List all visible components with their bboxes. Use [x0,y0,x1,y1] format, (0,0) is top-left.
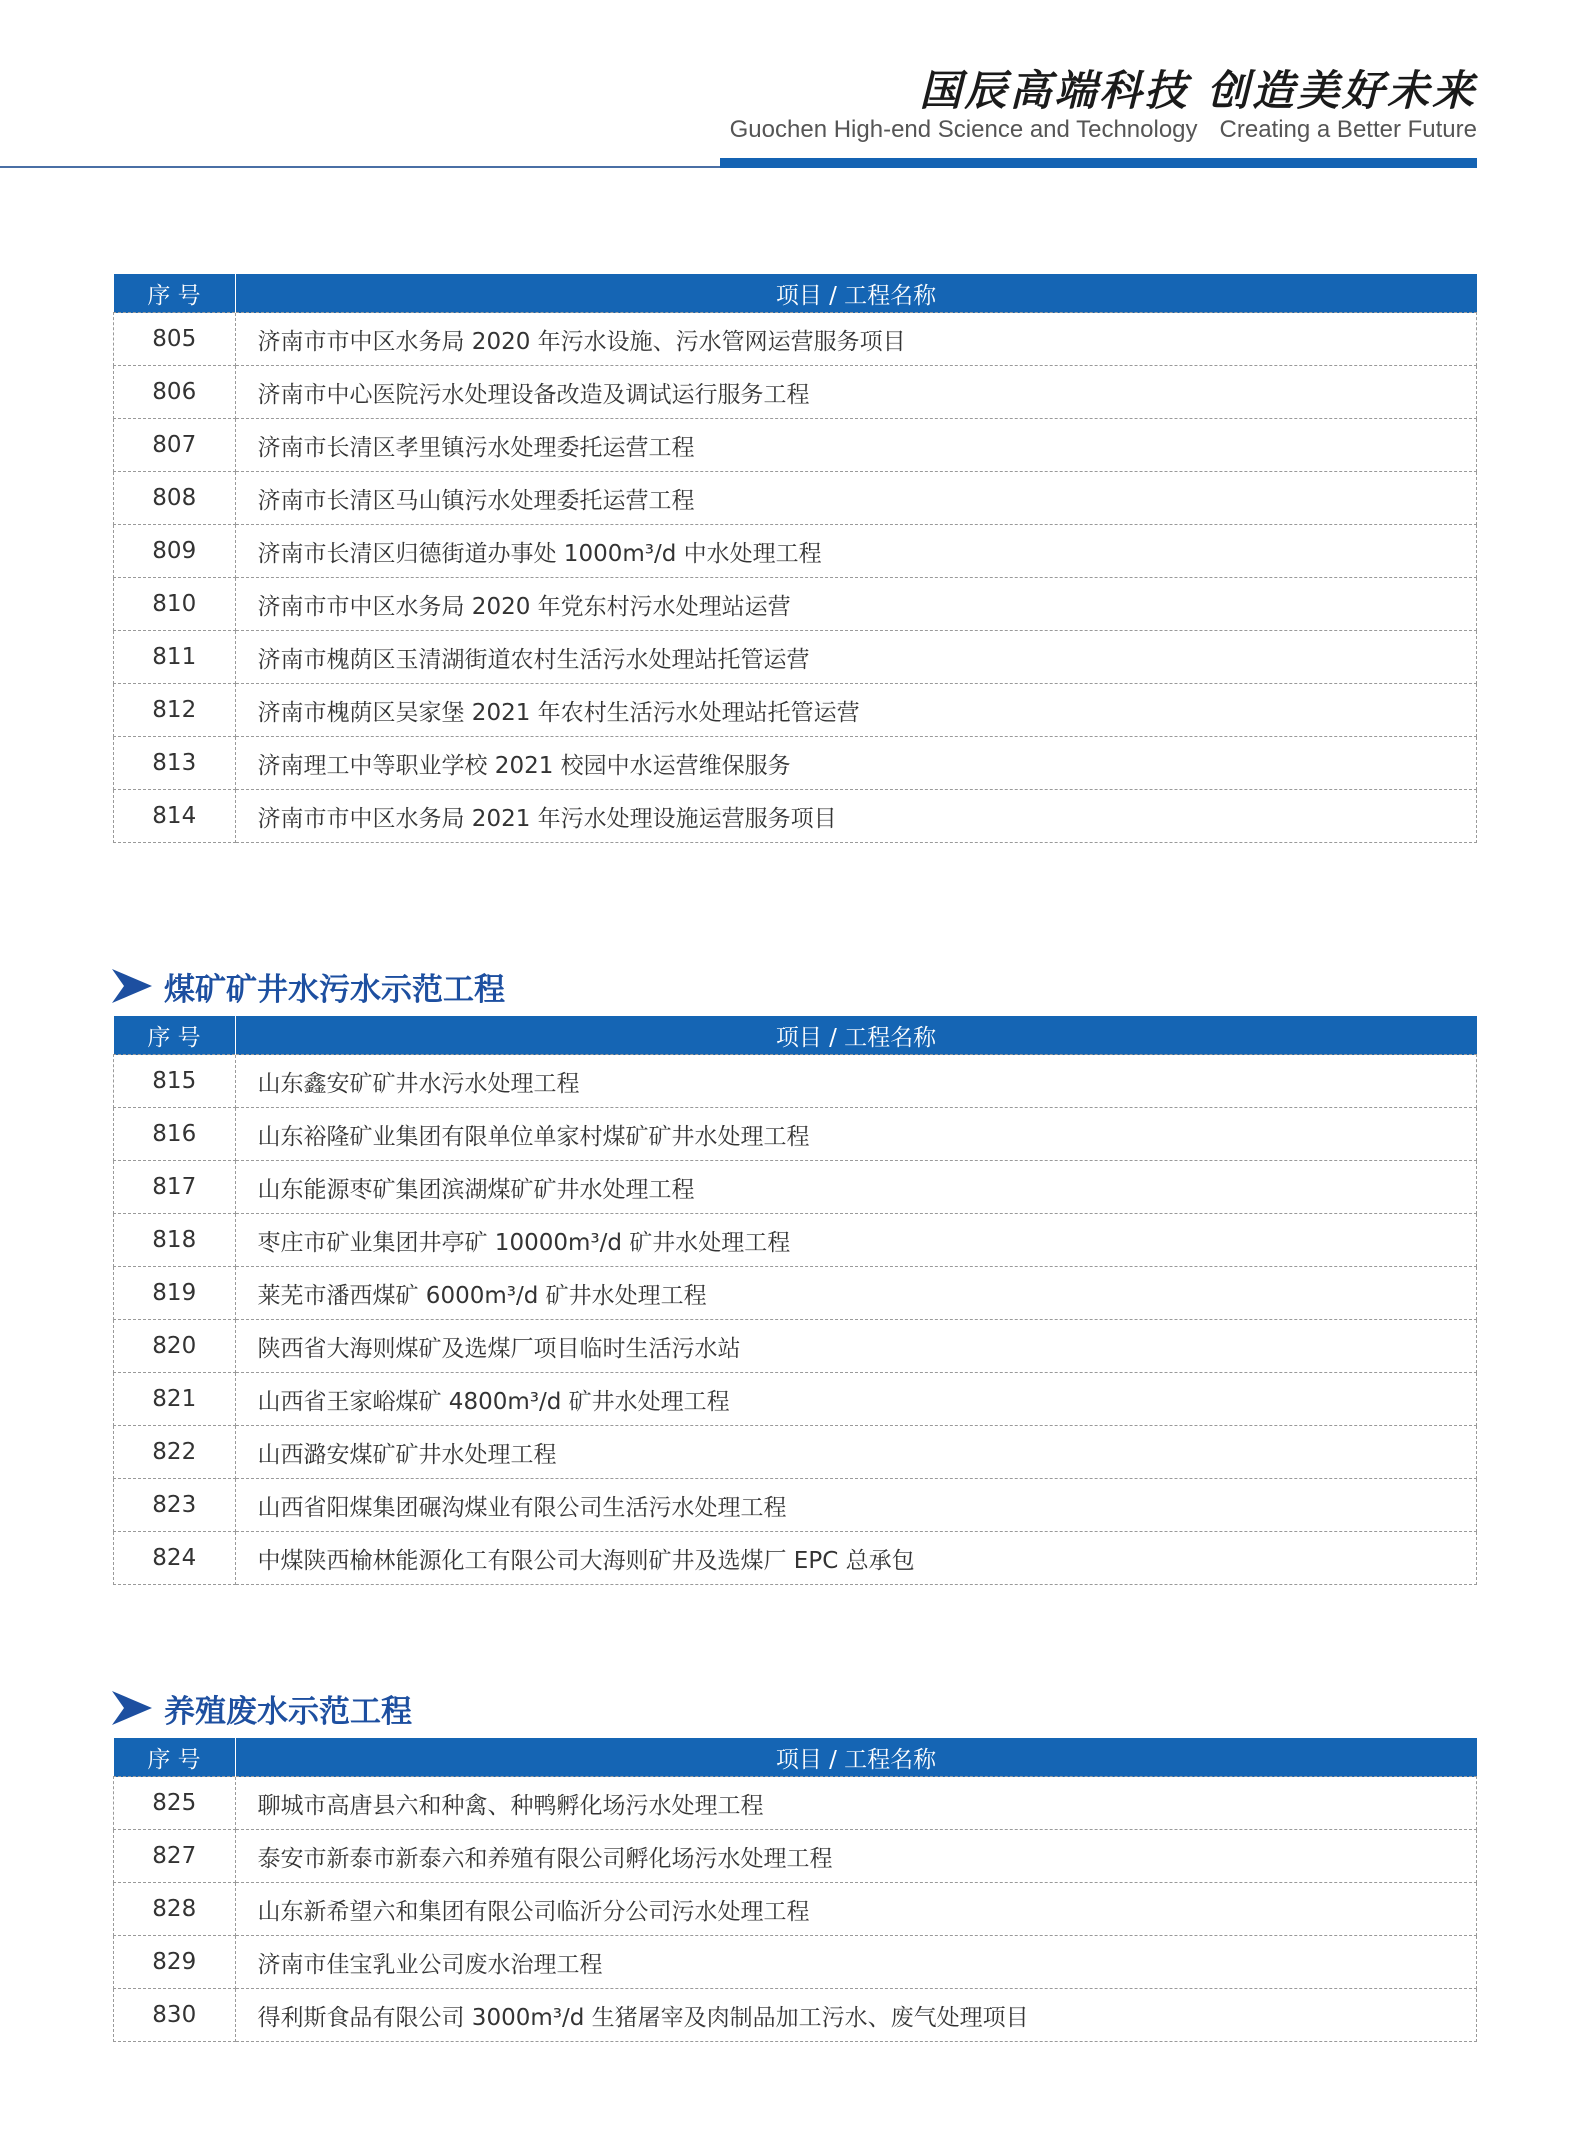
project-table-2 [113,1016,1477,1585]
project-name: 枣庄市矿业集团井亭矿 10000m³/d 矿井水处理工程 [235,1214,1477,1267]
row-number: 810 [114,578,236,631]
row-number: 814 [114,790,236,843]
project-name: 济南市长清区孝里镇污水处理委托运营工程 [235,419,1477,472]
project-name: 莱芜市潘西煤矿 6000m³/d 矿井水处理工程 [235,1267,1477,1320]
row-number: 824 [114,1532,236,1585]
project-name: 济南市长清区马山镇污水处理委托运营工程 [235,472,1477,525]
table-row [114,419,1477,472]
project-name: 山西省阳煤集团碾沟煤业有限公司生活污水处理工程 [235,1479,1477,1532]
project-name: 山西省王家峪煤矿 4800m³/d 矿井水处理工程 [235,1373,1477,1426]
table-row [114,472,1477,525]
header-divider-thin [0,166,720,168]
project-name: 济南市市中区水务局 2021 年污水处理设施运营服务项目 [235,790,1477,843]
row-number: 817 [114,1161,236,1214]
column-header-no: 序 号 [114,1016,236,1055]
table-row [114,578,1477,631]
project-table-3 [113,1738,1477,2042]
table-row [114,737,1477,790]
table-row [114,684,1477,737]
table-row [114,1936,1477,1989]
column-header-name: 项目 / 工程名称 [235,1016,1477,1055]
row-number: 827 [114,1830,236,1883]
table-row [114,631,1477,684]
project-name: 山东能源枣矿集团滨湖煤矿矿井水处理工程 [235,1161,1477,1214]
table-row [114,1214,1477,1267]
project-name: 聊城市高唐县六和种禽、种鸭孵化场污水处理工程 [235,1777,1477,1830]
column-header-name: 项目 / 工程名称 [235,274,1477,313]
row-number: 818 [114,1214,236,1267]
table-row [114,790,1477,843]
table-row [114,1426,1477,1479]
project-name: 济南理工中等职业学校 2021 校园中水运营维保服务 [235,737,1477,790]
project-name: 济南市槐荫区吴家堡 2021 年农村生活污水处理站托管运营 [235,684,1477,737]
header-slogan-en [730,116,1477,144]
project-table-1 [113,274,1477,843]
row-number: 816 [114,1108,236,1161]
table-row [114,1989,1477,2042]
column-header-name: 项目 / 工程名称 [235,1738,1477,1777]
table-row [114,1267,1477,1320]
row-number: 820 [114,1320,236,1373]
row-number: 808 [114,472,236,525]
project-name: 陕西省大海则煤矿及选煤厂项目临时生活污水站 [235,1320,1477,1373]
table-row [114,313,1477,366]
section-heading-coal-mine [112,966,505,1006]
table-row [114,1479,1477,1532]
project-name: 山东裕隆矿业集团有限单位单家村煤矿矿井水处理工程 [235,1108,1477,1161]
project-name: 济南市佳宝乳业公司废水治理工程 [235,1936,1477,1989]
project-name: 泰安市新泰市新泰六和养殖有限公司孵化场污水处理工程 [235,1830,1477,1883]
arrow-chevron-icon [112,969,152,1003]
arrow-chevron-icon [112,1691,152,1725]
header-divider-thick [720,158,1477,168]
table-row [114,1055,1477,1108]
row-number: 815 [114,1055,236,1108]
row-number: 805 [114,313,236,366]
column-header-no: 序 号 [114,274,236,313]
row-number: 822 [114,1426,236,1479]
table-row [114,1161,1477,1214]
table-row [114,1830,1477,1883]
section-title: 养殖废水示范工程 [164,1693,412,1730]
row-number: 830 [114,1989,236,2042]
project-name: 山东鑫安矿矿井水污水处理工程 [235,1055,1477,1108]
table-header-row [114,1016,1477,1055]
table-row [114,525,1477,578]
row-number: 813 [114,737,236,790]
table-row [114,1108,1477,1161]
table-header-row [114,274,1477,313]
project-name: 济南市市中区水务局 2020 年党东村污水处理站运营 [235,578,1477,631]
table-row [114,1883,1477,1936]
project-name: 济南市中心医院污水处理设备改造及调试运行服务工程 [235,366,1477,419]
table-row [114,1777,1477,1830]
table-row [114,1373,1477,1426]
row-number: 819 [114,1267,236,1320]
table-header-row [114,1738,1477,1777]
project-name: 山西潞安煤矿矿井水处理工程 [235,1426,1477,1479]
row-number: 821 [114,1373,236,1426]
project-name: 济南市槐荫区玉清湖街道农村生活污水处理站托管运营 [235,631,1477,684]
header-slogan-en-company: Guochen High-end Science and Technology [729,116,1198,143]
section-title: 煤矿矿井水污水示范工程 [164,971,505,1008]
table-row [114,366,1477,419]
section-heading-livestock [112,1688,412,1728]
project-name: 济南市市中区水务局 2020 年污水设施、污水管网运营服务项目 [235,313,1477,366]
project-name: 得利斯食品有限公司 3000m³/d 生猪屠宰及肉制品加工污水、废气处理项目 [235,1989,1477,2042]
header-slogan-en-motto: Creating a Better Future [1219,116,1477,143]
row-number: 812 [114,684,236,737]
column-header-no: 序 号 [114,1738,236,1777]
row-number: 807 [114,419,236,472]
project-name: 济南市长清区归德街道办事处 1000m³/d 中水处理工程 [235,525,1477,578]
row-number: 811 [114,631,236,684]
project-name: 山东新希望六和集团有限公司临沂分公司污水处理工程 [235,1883,1477,1936]
row-number: 825 [114,1777,236,1830]
row-number: 828 [114,1883,236,1936]
row-number: 829 [114,1936,236,1989]
table-row [114,1320,1477,1373]
row-number: 823 [114,1479,236,1532]
table-row [114,1532,1477,1585]
project-name: 中煤陕西榆林能源化工有限公司大海则矿井及选煤厂 EPC 总承包 [235,1532,1477,1585]
header-slogan-cn: 国辰高端科技 创造美好未来 [919,66,1477,115]
row-number: 809 [114,525,236,578]
row-number: 806 [114,366,236,419]
